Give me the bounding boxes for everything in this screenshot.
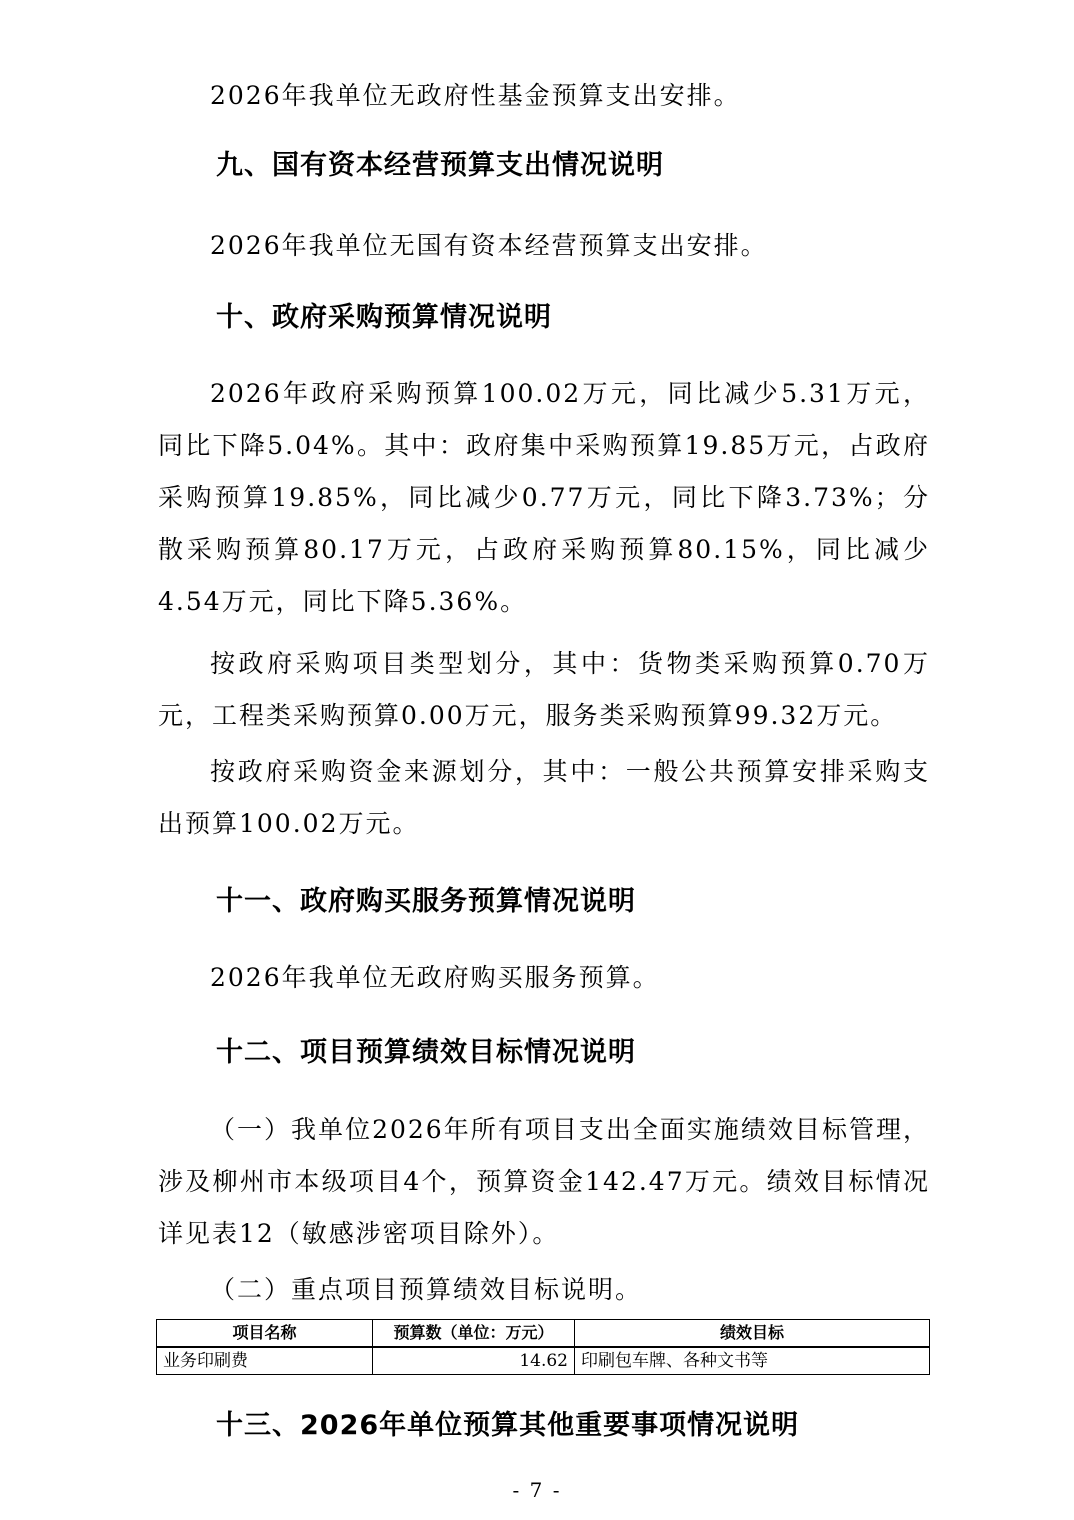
paragraph-procurement-by-source: 按政府采购资金来源划分，其中：一般公共预算安排采购支出预算100.02万元。 xyxy=(158,757,930,838)
header-budget-amount: 预算数（单位：万元） xyxy=(373,1320,575,1348)
page-number: - 7 - xyxy=(512,1478,562,1502)
header-project-name: 项目名称 xyxy=(157,1320,373,1348)
heading-section-13: 十三、2026年单位预算其他重要事项情况说明 xyxy=(216,1410,800,1441)
paragraph-gov-fund: 2026年我单位无政府性基金预算支出安排。 xyxy=(210,81,741,110)
cell-budget-amount: 14.62 xyxy=(373,1347,575,1375)
cell-project-name: 业务印刷费 xyxy=(157,1347,373,1375)
paragraph-key-project-intro: （二）重点项目预算绩效目标说明。 xyxy=(210,1275,643,1304)
heading-section-10: 十、政府采购预算情况说明 xyxy=(216,302,552,333)
cell-performance-goal: 印刷包车牌、各种文书等 xyxy=(575,1347,930,1375)
heading-section-11: 十一、政府购买服务预算情况说明 xyxy=(216,886,636,917)
key-project-table xyxy=(156,1319,930,1375)
paragraph-performance-overview: （一）我单位2026年所有项目支出全面实施绩效目标管理，涉及柳州市本级项目4个，预算资金142.47万元。绩效目标情况详见表12（敏感涉密项目除外）。 xyxy=(158,1115,930,1248)
paragraph-state-capital: 2026年我单位无国有资本经营预算支出安排。 xyxy=(210,231,768,260)
paragraph-procurement-by-type: 按政府采购项目类型划分，其中：货物类采购预算0.70万元，工程类采购预算0.00万元，服务类采购预算99.32万元。 xyxy=(158,649,930,730)
table-header-row xyxy=(157,1320,930,1348)
heading-section-9: 九、国有资本经营预算支出情况说明 xyxy=(216,150,664,181)
paragraph-purchase-service: 2026年我单位无政府购买服务预算。 xyxy=(210,963,660,992)
table-row xyxy=(157,1347,930,1375)
header-performance-goal: 绩效目标 xyxy=(575,1320,930,1348)
heading-section-12: 十二、项目预算绩效目标情况说明 xyxy=(216,1037,636,1068)
paragraph-procurement-total: 2026年政府采购预算100.02万元，同比减少5.31万元，同比下降5.04%。其中：政府集中采购预算19.85万元，占政府采购预算19.85%，同比减少0.77万元，同比下降3.73%；分散采购预算80.17万元，占政府采购预算80.15%，同比减少4.54万元，同比下降5.36%。 xyxy=(158,379,930,616)
